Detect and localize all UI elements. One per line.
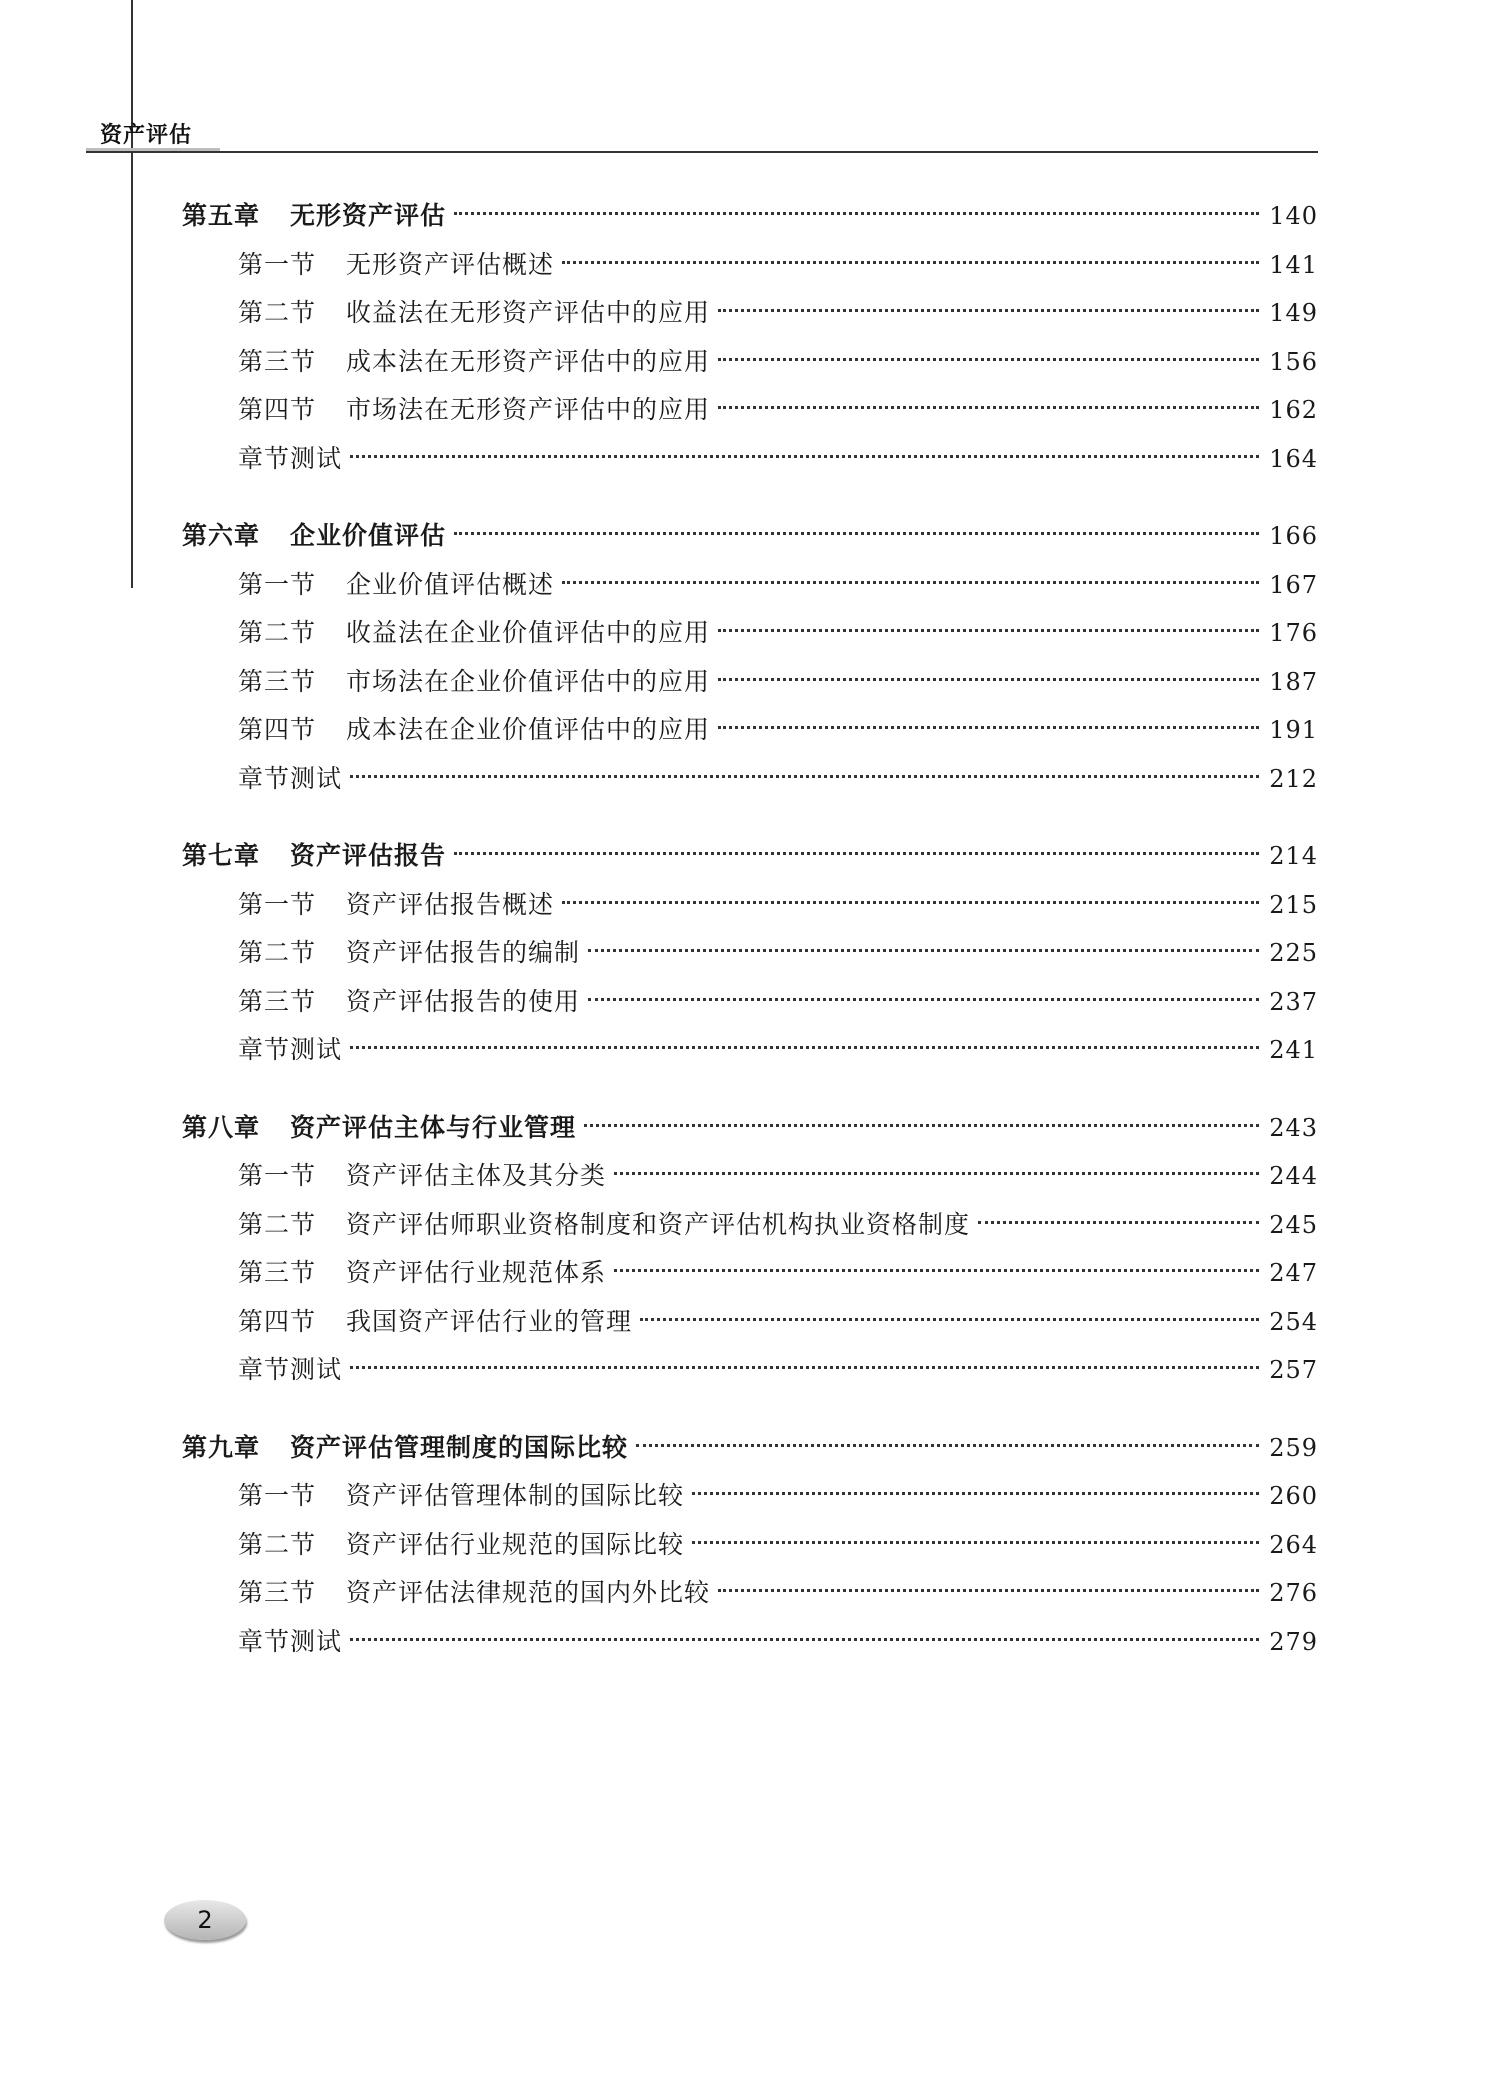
toc-dot-leader (718, 726, 1259, 729)
toc-entry-title: 资产评估主体及其分类 (346, 1161, 607, 1190)
toc-page-number: 156 (1269, 347, 1318, 376)
toc-entry-title: 企业价值评估概述 (346, 569, 555, 599)
toc-entry-title: 无形资产评估 (290, 201, 447, 230)
toc-entry-title: 市场法在无形资产评估中的应用 (346, 395, 711, 424)
toc-page-number: 149 (1269, 299, 1318, 327)
toc-section-entry[interactable] (238, 1350, 1318, 1390)
toc-dot-leader (718, 629, 1259, 632)
toc-dot-leader (350, 455, 1259, 458)
toc-entry-title: 资产评估法律规范的国内外比较 (346, 1578, 711, 1607)
toc-section-entry[interactable] (238, 390, 1318, 430)
toc-dot-leader (588, 998, 1259, 1001)
toc-section-entry[interactable] (238, 565, 1318, 605)
toc-section-entry[interactable] (238, 885, 1318, 925)
toc-entry-number: 第三节 (238, 666, 317, 696)
toc-section-entry[interactable] (238, 1302, 1318, 1342)
toc-entry-title: 资产评估报告的编制 (346, 938, 581, 967)
toc-dot-leader (718, 406, 1259, 409)
toc-page-number: 164 (1269, 444, 1318, 473)
toc-entry-number: 第一节 (238, 249, 317, 279)
toc-dot-leader (614, 1172, 1259, 1175)
toc-section-entry[interactable] (238, 1573, 1318, 1613)
toc-page-number: 212 (1269, 764, 1318, 793)
toc-entry-number: 第八章 (182, 1112, 261, 1142)
toc-page-number: 167 (1269, 570, 1318, 599)
toc-entry-title: 资产评估管理体制的国际比较 (346, 1481, 685, 1510)
toc-page-number: 187 (1269, 667, 1318, 696)
toc-dot-leader (350, 1046, 1259, 1049)
toc-dot-leader (718, 358, 1259, 361)
toc-entry-title: 收益法在无形资产评估中的应用 (346, 298, 711, 327)
toc-page-number: 259 (1269, 1433, 1318, 1462)
toc-page-number: 264 (1269, 1530, 1318, 1559)
toc-entry-title: 资产评估报告 (290, 841, 447, 870)
toc-chapter-entry[interactable] (182, 516, 1318, 556)
toc-section-entry[interactable] (238, 759, 1318, 799)
toc-entry-title: 资产评估行业规范体系 (346, 1258, 607, 1287)
toc-entry-number: 第九章 (182, 1432, 261, 1462)
margin-vertical-rule (131, 0, 133, 588)
toc-dot-leader (350, 1366, 1259, 1369)
toc-dot-leader (350, 775, 1259, 778)
toc-dot-leader (562, 261, 1259, 264)
toc-entry-number: 第三节 (238, 986, 317, 1016)
header-rule (86, 151, 1318, 153)
toc-section-entry[interactable] (238, 1156, 1318, 1196)
toc-entry-number: 第四节 (238, 395, 317, 424)
toc-section-entry[interactable] (238, 982, 1318, 1022)
toc-dot-leader (640, 1318, 1259, 1321)
toc-entry-title: 资产评估管理制度的国际比较 (290, 1432, 629, 1462)
running-header: 资产评估 (100, 123, 193, 148)
toc-dot-leader (718, 1589, 1259, 1592)
toc-entry-number: 第四节 (238, 715, 317, 744)
toc-section-entry[interactable] (238, 613, 1318, 653)
toc-page-number: 237 (1269, 987, 1318, 1016)
toc-entry-title: 资产评估报告的使用 (346, 986, 581, 1016)
toc-dot-leader (692, 1492, 1259, 1495)
toc-entry-title: 我国资产评估行业的管理 (346, 1306, 633, 1336)
toc-entry-title: 资产评估行业规范的国际比较 (346, 1529, 685, 1559)
toc-entry-title: 章节测试 (238, 763, 343, 793)
toc-entry-number: 第二节 (238, 1209, 317, 1239)
toc-dot-leader (562, 901, 1259, 904)
toc-entry-title: 章节测试 (238, 1355, 343, 1384)
toc-dot-leader (718, 678, 1259, 681)
toc-section-entry[interactable] (238, 245, 1318, 285)
toc-page-number: 162 (1269, 396, 1318, 424)
toc-entry-number: 第三节 (238, 1258, 317, 1287)
toc-section-entry[interactable] (238, 342, 1318, 382)
toc-chapter-entry[interactable] (182, 1108, 1318, 1148)
toc-entry-number: 第三节 (238, 1578, 317, 1607)
toc-dot-leader (588, 949, 1259, 952)
toc-page-number: 215 (1269, 890, 1318, 919)
toc-entry-title: 章节测试 (238, 1626, 343, 1656)
toc-page-number: 214 (1269, 842, 1318, 870)
toc-page-number: 260 (1269, 1482, 1318, 1510)
toc-entry-number: 第四节 (238, 1306, 317, 1336)
toc-entry-number: 第二节 (238, 618, 317, 647)
toc-section-entry[interactable] (238, 1525, 1318, 1565)
toc-section-entry[interactable] (238, 933, 1318, 973)
toc-entry-title: 成本法在无形资产评估中的应用 (346, 346, 711, 376)
toc-section-entry[interactable] (238, 1205, 1318, 1245)
toc-page-number: 191 (1269, 716, 1318, 744)
toc-page-number: 176 (1269, 619, 1318, 647)
toc-page-number: 225 (1269, 939, 1318, 967)
toc-entry-title: 章节测试 (238, 1035, 343, 1064)
toc-entry-title: 市场法在企业价值评估中的应用 (346, 666, 711, 696)
toc-entry-title: 资产评估报告概述 (346, 889, 555, 919)
toc-entry-number: 第一节 (238, 569, 317, 599)
toc-page-number: 244 (1269, 1162, 1318, 1190)
toc-entry-number: 第三节 (238, 346, 317, 376)
toc-page-number: 245 (1269, 1210, 1318, 1239)
toc-page-number: 279 (1269, 1627, 1318, 1656)
toc-dot-leader (978, 1221, 1259, 1224)
toc-chapter-entry[interactable] (182, 836, 1318, 876)
toc-dot-leader (584, 1124, 1259, 1127)
toc-section-entry[interactable] (238, 1622, 1318, 1662)
toc-entry-title: 成本法在企业价值评估中的应用 (346, 715, 711, 744)
toc-page-number: 241 (1269, 1036, 1318, 1064)
toc-chapter-entry[interactable] (182, 196, 1318, 236)
toc-page-number: 247 (1269, 1259, 1318, 1287)
toc-entry-number: 第一节 (238, 1161, 317, 1190)
toc-entry-number: 第一节 (238, 889, 317, 919)
page-number-badge: 2 (164, 1900, 246, 1940)
toc-section-entry[interactable] (238, 662, 1318, 702)
toc-entry-number: 第二节 (238, 298, 317, 327)
toc-page-number: 140 (1269, 202, 1318, 230)
toc-page-number: 243 (1269, 1113, 1318, 1142)
toc-section-entry[interactable] (238, 1476, 1318, 1516)
toc-entry-title: 收益法在企业价值评估中的应用 (346, 618, 711, 647)
toc-entry-number: 第五章 (182, 201, 261, 230)
toc-dot-leader (692, 1541, 1259, 1544)
toc-page-number: 141 (1269, 250, 1318, 279)
toc-section-entry[interactable] (238, 1253, 1318, 1293)
toc-page-number: 166 (1269, 522, 1318, 550)
toc-entry-number: 第六章 (182, 521, 261, 550)
toc-section-entry[interactable] (238, 710, 1318, 750)
toc-entry-title: 资产评估师职业资格制度和资产评估机构执业资格制度 (346, 1209, 971, 1239)
toc-section-entry[interactable] (238, 1030, 1318, 1070)
toc-entry-number: 第七章 (182, 841, 261, 870)
toc-entry-title: 章节测试 (238, 443, 343, 473)
toc-entry-number: 第二节 (238, 938, 317, 967)
toc-dot-leader (718, 309, 1259, 312)
toc-dot-leader (614, 1269, 1259, 1272)
toc-entry-title: 无形资产评估概述 (346, 249, 555, 279)
toc-dot-leader (350, 1638, 1259, 1641)
toc-section-entry[interactable] (238, 439, 1318, 479)
toc-entry-title: 资产评估主体与行业管理 (290, 1112, 577, 1142)
toc-entry-number: 第一节 (238, 1481, 317, 1510)
toc-chapter-entry[interactable] (182, 1428, 1318, 1468)
toc-dot-leader (636, 1444, 1259, 1447)
toc-page-number: 257 (1269, 1356, 1318, 1384)
toc-dot-leader (454, 852, 1259, 855)
toc-dot-leader (562, 581, 1259, 584)
toc-dot-leader (454, 532, 1259, 535)
toc-entry-title: 企业价值评估 (290, 521, 447, 550)
toc-section-entry[interactable] (238, 293, 1318, 333)
toc-entry-number: 第二节 (238, 1529, 317, 1559)
toc-page-number: 276 (1269, 1579, 1318, 1607)
toc-dot-leader (454, 212, 1259, 215)
toc-page-number: 254 (1269, 1307, 1318, 1336)
